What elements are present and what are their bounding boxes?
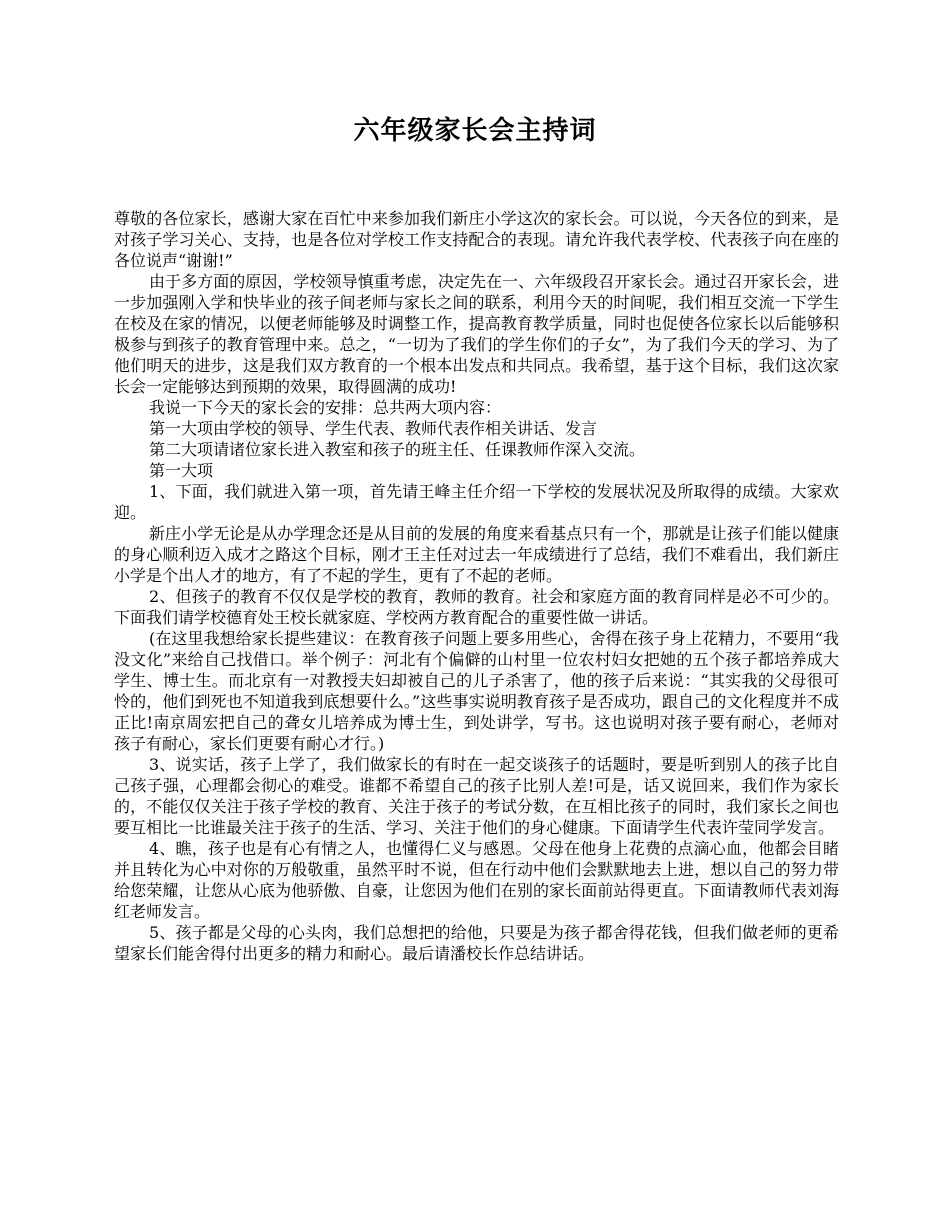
paragraph-step-5: 5、孩子都是父母的心头肉，我们总想把的给他，只要是为孩子都舍得花钱，但我们做老师的更希望家长们能舍得付出更多的精力和耐心。最后请潘校长作总结讲话。 xyxy=(114,923,839,963)
paragraph-purpose: 由于多方面的原因，学校领导慎重考虑，决定先在一、六年级段召开家长会。通过召开家长会，进一步加强刚入学和快毕业的孩子间老师与家长之间的联系，利用今天的时间呢，我们相互交流一下学生在校及在家的情况，以便老师能够及时调整工作，提高教育教学质量，同时也促使各位家长以后能够积极参与到孩子的教育管理中来。总之，“一切为了我们的学生你们的子女”，为了我们今天的学习、为了他们明天的进步，这是我们双方教育的一个根本出发点和共同点。我希望，基于这个目标，我们这次家长会一定能够达到预期的效果，取得圆满的成功! xyxy=(114,272,839,396)
paragraph-step-1: 1、下面，我们就进入第一项，首先请王峰主任介绍一下学校的发展状况及所取得的成绩。大家欢迎。 xyxy=(114,482,839,522)
paragraph-agenda-item-2: 第二大项请诸位家长进入教室和孩子的班主任、任课教师作深入交流。 xyxy=(149,440,646,459)
paragraph-greeting: 尊敬的各位家长，感谢大家在百忙中来参加我们新庄小学这次的家长会。可以说，今天各位的到来，是对孩子学习关心、支持，也是各位对学校工作支持配合的表现。请允许我代表学校、代表孩子向在座的各位说声“谢谢!” xyxy=(114,209,839,270)
paragraph-agenda-intro: 我说一下今天的家长会的安排：总共两大项内容： xyxy=(149,398,502,417)
paragraph-step-3: 3、说实话，孩子上学了，我们做家长的有时在一起交谈孩子的话题时，要是听到别人的孩子比自己孩子强，心理都会彻心的难受。谁都不希望自己的孩子比别人差!可是，话又说回来，我们作为家长的，不能仅仅关注于孩子学校的教育、关注于孩子的考试分数，在互相比孩子的同时，我们家长之间也要互相比一比谁最关注于孩子的生活、学习、关注于他们的身心健康。下面请学生代表许莹同学发言。 xyxy=(114,755,839,837)
document-body xyxy=(114,208,839,964)
paragraph-agenda-item-1: 第一大项由学校的领导、学生代表、教师代表作相关讲话、发言 xyxy=(149,419,598,438)
paragraph-section-heading: 第一大项 xyxy=(149,461,214,480)
paragraph-suggestions: (在这里我想给家长提些建议：在教育孩子问题上要多用些心，舍得在孩子身上花精力，不要用“我没文化”来给自己找借口。举个例子：河北有个偏僻的山村里一位农村妇女把她的五个孩子都培养成大学生、博士生。而北京有一对教授夫妇却被自己的儿子杀害了，他的孩子后来说：“其实我的父母很可怜的，他们到死也不知道我到底想要什么。”这些事实说明教育孩子是否成功，跟自己的文化程度并不成正比!南京周宏把自己的聋女儿培养成为博士生，到处讲学，写书。这也说明对孩子要有耐心，老师对孩子有耐心，家长们更要有耐心才行。) xyxy=(114,629,839,753)
paragraph-step-4: 4、瞧，孩子也是有心有情之人，也懂得仁义与感恩。父母在他身上花费的点滴心血，他都会目睹并且转化为心中对你的万般敬重，虽然平时不说，但在行动中他们会默默地去上进，想以自己的努力带给您荣耀，让您从心底为他骄傲、自豪，让您因为他们在别的家长面前站得更直。下面请教师代表刘海红老师发言。 xyxy=(114,839,839,921)
document-title: 六年级家长会主持词 xyxy=(353,116,597,146)
paragraph-step-2: 2、但孩子的教育不仅仅是学校的教育，教师的教育。社会和家庭方面的教育同样是必不可少的。下面我们请学校德育处王校长就家庭、学校两方教育配合的重要性做一讲话。 xyxy=(114,587,839,627)
paragraph-school-summary: 新庄小学无论是从办学理念还是从目前的发展的角度来看基点只有一个，那就是让孩子们能以健康的身心顺利迈入成才之路这个目标，刚才王主任对过去一年成绩进行了总结，我们不难看出，我们新庄小学是个出人才的地方，有了不起的学生，更有了不起的老师。 xyxy=(114,524,839,585)
